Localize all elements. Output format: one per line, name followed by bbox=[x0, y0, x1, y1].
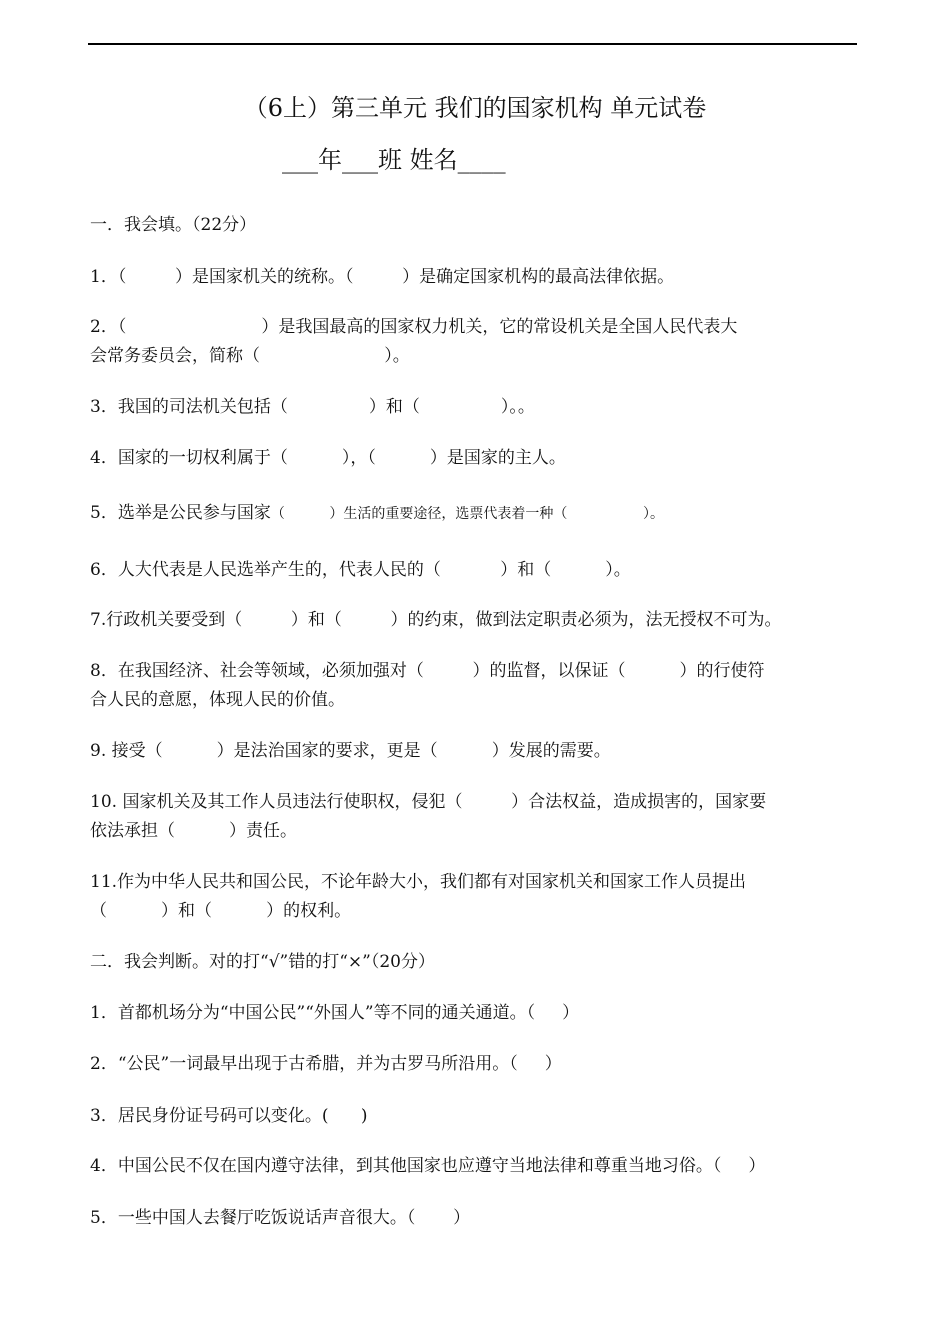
question-line: 11.作为中华人民共和国公民，不论年龄大小，我们都有对国家机关和国家工作人员提出 bbox=[90, 872, 747, 892]
question-line: 7.行政机关要受到（ ）和（ ）的约束，做到法定职责必须为，法无授权不可为。 bbox=[90, 610, 782, 630]
class-name-line: ___年___班 姓名____ bbox=[282, 146, 506, 174]
question-line: 10. 国家机关及其工作人员违法行使职权，侵犯（ ）合法权益，造成损害的，国家要 bbox=[90, 792, 767, 812]
question-line: 2．（ ）是我国最高的国家权力机关，它的常设机关是全国人民代表大 bbox=[90, 317, 738, 337]
question-line: 会常务委员会，简称（ ）。 bbox=[90, 346, 410, 366]
judge-item: 5．一些中国人去餐厅吃饭说话声音很大。（ ） bbox=[90, 1208, 471, 1228]
section-heading-judge: 二．我会判断。对的打“√”错的打“×”（20分） bbox=[90, 952, 435, 972]
question-line: 依法承担（ ）责任。 bbox=[90, 821, 298, 841]
question-line: 6．人大代表是人民选举产生的，代表人民的（ ）和（ ）。 bbox=[90, 560, 631, 580]
question-line: 9. 接受（ ）是法治国家的要求，更是（ ）发展的需要。 bbox=[90, 741, 611, 761]
section-heading-fill: 一．我会填。（22分） bbox=[90, 215, 257, 235]
question-line: 3．我国的司法机关包括（ ）和（ ）。。 bbox=[90, 397, 535, 417]
question-line: 8．在我国经济、社会等领域，必须加强对（ ）的监督，以保证（ ）的行使符 bbox=[90, 661, 765, 681]
judge-item: 2．“公民”一词最早出现于古希腊，并为古罗马所沿用。（ ） bbox=[90, 1054, 562, 1074]
question-line: 合人民的意愿，体现人民的价值。 bbox=[90, 690, 345, 710]
judge-item: 4．中国公民不仅在国内遵守法律，到其他国家也应遵守当地法律和尊重当地习俗。（ ） bbox=[90, 1156, 766, 1176]
judge-item: 3．居民身份证号码可以变化。( ) bbox=[90, 1106, 368, 1126]
top-rule bbox=[88, 43, 857, 45]
question-line-small-text: （ ）生活的重要途径，选票代表着一种（ ）。 bbox=[270, 506, 664, 522]
question-line-start: 5．选举是公民参与国家 bbox=[90, 503, 271, 523]
question-line: （ ）和（ ）的权利。 bbox=[90, 901, 352, 921]
question-line: 4．国家的一切权利属于（ ），（ ）是国家的主人。 bbox=[90, 448, 566, 468]
judge-item: 1．首都机场分为“中国公民”“外国人”等不同的通关通道。（ ） bbox=[90, 1003, 580, 1023]
question-line bbox=[90, 499, 664, 528]
question-line: 1．（ ）是国家机关的统称。（ ）是确定国家机构的最高法律依据。 bbox=[90, 267, 675, 287]
page-title: （6上）第三单元 我们的国家机构 单元试卷 bbox=[243, 94, 707, 122]
